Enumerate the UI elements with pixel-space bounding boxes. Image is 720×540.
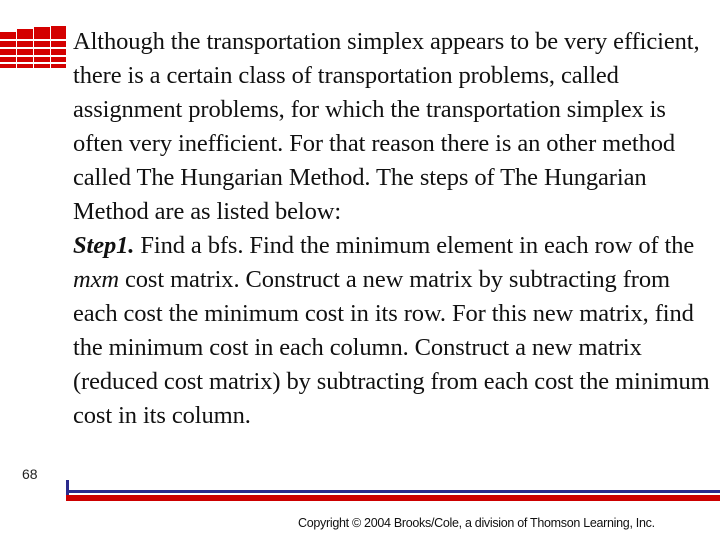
step1-label: Step1. [73, 232, 135, 259]
footer-rule-blue [66, 490, 720, 493]
publisher-logo-icon [0, 26, 66, 68]
copyright-notice: Copyright © 2004 Brooks/Cole, a division of Thomson Learning, Inc. [298, 516, 655, 530]
intro-paragraph: Although the transportation simplex appears to be very efficient, there is a certain class of transportation problems, called assignment problems, for which the transportation simplex is often very inefficient. For that reason there is an other method called The Hungarian Method. The steps of The Hungarian Method are as listed below: [73, 28, 700, 225]
step1-text-a: Find a bfs. Find the minimum element in each row of the [134, 232, 695, 259]
footer-rule-red [66, 495, 720, 501]
step1-text-b: cost matrix. Construct a new matrix by subtracting from each cost the minimum cost in its row. For this new matrix, find the minimum cost in each column. Construct a new matrix (reduced cost matrix) by subtracting from each cost the minimum cost in its column. [73, 266, 710, 429]
page-number: 68 [22, 466, 38, 482]
mxm-term: mxm [73, 266, 119, 293]
slide-body [73, 25, 719, 433]
step1-paragraph [73, 229, 719, 433]
